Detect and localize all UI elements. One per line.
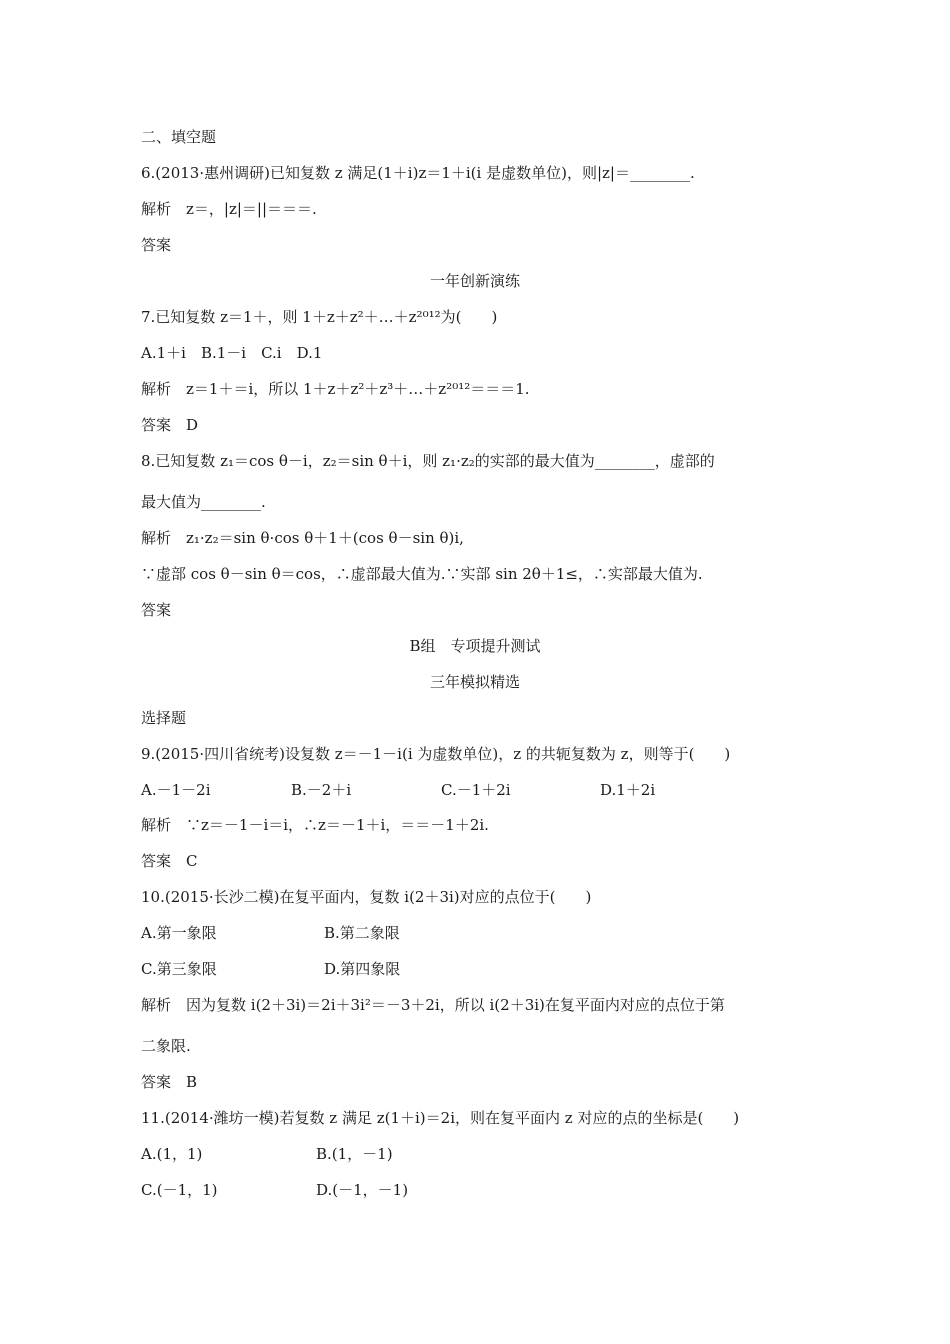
question-7-answer: 答案 D <box>141 416 199 434</box>
question-10-analysis: 解析 因为复数 i(2＋3i)＝2i＋3i²＝－3＋2i，所以 i(2＋3i)在复平面内对应的点位于第 <box>141 996 725 1014</box>
question-10-option-c: C.第三象限 <box>141 960 217 978</box>
section-title-fill-blank: 二、填空题 <box>141 128 217 146</box>
question-6-analysis: 解析 z＝，|z|＝||＝＝＝. <box>141 200 317 218</box>
question-10-analysis-continued: 二象限. <box>141 1037 191 1055</box>
question-9-option-b: B.－2＋i <box>291 781 352 799</box>
section-title-three-year: 三年模拟精选 <box>429 673 520 691</box>
question-11-option-c: C.(－1，1) <box>141 1181 218 1199</box>
question-9-text: 9.(2015·四川省统考)设复数 z＝－1－i(i 为虚数单位)，z 的共轭复数为 z，则等于( ) <box>141 745 731 763</box>
question-11-text: 11.(2014·潍坊一模)若复数 z 满足 z(1＋i)＝2i，则在复平面内 z 对应的点的坐标是( ) <box>141 1109 740 1127</box>
question-6-text: 6.(2013·惠州调研)已知复数 z 满足(1＋i)z＝1＋i(i 是虚数单位)，则|z|＝________. <box>141 164 695 182</box>
question-9-answer: 答案 C <box>141 852 198 870</box>
question-11-option-b: B.(1，－1) <box>316 1145 393 1163</box>
question-6-answer: 答案 <box>141 236 172 254</box>
question-8-text-continued: 最大值为________. <box>141 493 266 511</box>
question-10-option-b: B.第二象限 <box>324 924 400 942</box>
question-7-options: A.1＋i B.1－i C.i D.1 <box>141 344 323 362</box>
question-9-option-d: D.1＋2i <box>600 781 656 799</box>
question-9-option-c: C.－1＋2i <box>441 781 511 799</box>
question-11-option-d: D.(－1，－1) <box>316 1181 409 1199</box>
section-title-group-b: B组 专项提升测试 <box>409 637 541 655</box>
question-8-analysis: 解析 z₁·z₂＝sin θ·cos θ＋1＋(cos θ－sin θ)i, <box>141 529 464 547</box>
question-8-answer: 答案 <box>141 601 172 619</box>
section-title-choice: 选择题 <box>141 709 187 727</box>
question-8-text: 8.已知复数 z₁＝cos θ－i，z₂＝sin θ＋i，则 z₁·z₂的实部的最大值为________，虚部的 <box>141 452 715 470</box>
question-9-analysis: 解析 ∵z＝－1－i＝i，∴z＝－1＋i，＝＝－1＋2i. <box>141 816 489 834</box>
question-11-option-a: A.(1，1) <box>141 1145 203 1163</box>
section-title-one-year: 一年创新演练 <box>429 272 520 290</box>
question-9-option-a: A.－1－2i <box>141 781 211 799</box>
question-10-option-a: A.第一象限 <box>141 924 217 942</box>
question-8-analysis-continued: ∵虚部 cos θ－sin θ＝cos，∴虚部最大值为.∵实部 sin 2θ＋1≤，∴实部最大值为. <box>141 565 703 583</box>
question-10-option-d: D.第四象限 <box>324 960 401 978</box>
question-7-text: 7.已知复数 z＝1＋，则 1＋z＋z²＋…＋z²⁰¹²为( ) <box>141 308 498 326</box>
question-10-answer: 答案 B <box>141 1073 198 1091</box>
question-7-analysis: 解析 z＝1＋＝i，所以 1＋z＋z²＋z³＋…＋z²⁰¹²＝＝＝1. <box>141 380 530 398</box>
question-10-text: 10.(2015·长沙二模)在复平面内，复数 i(2＋3i)对应的点位于( ) <box>141 888 592 906</box>
